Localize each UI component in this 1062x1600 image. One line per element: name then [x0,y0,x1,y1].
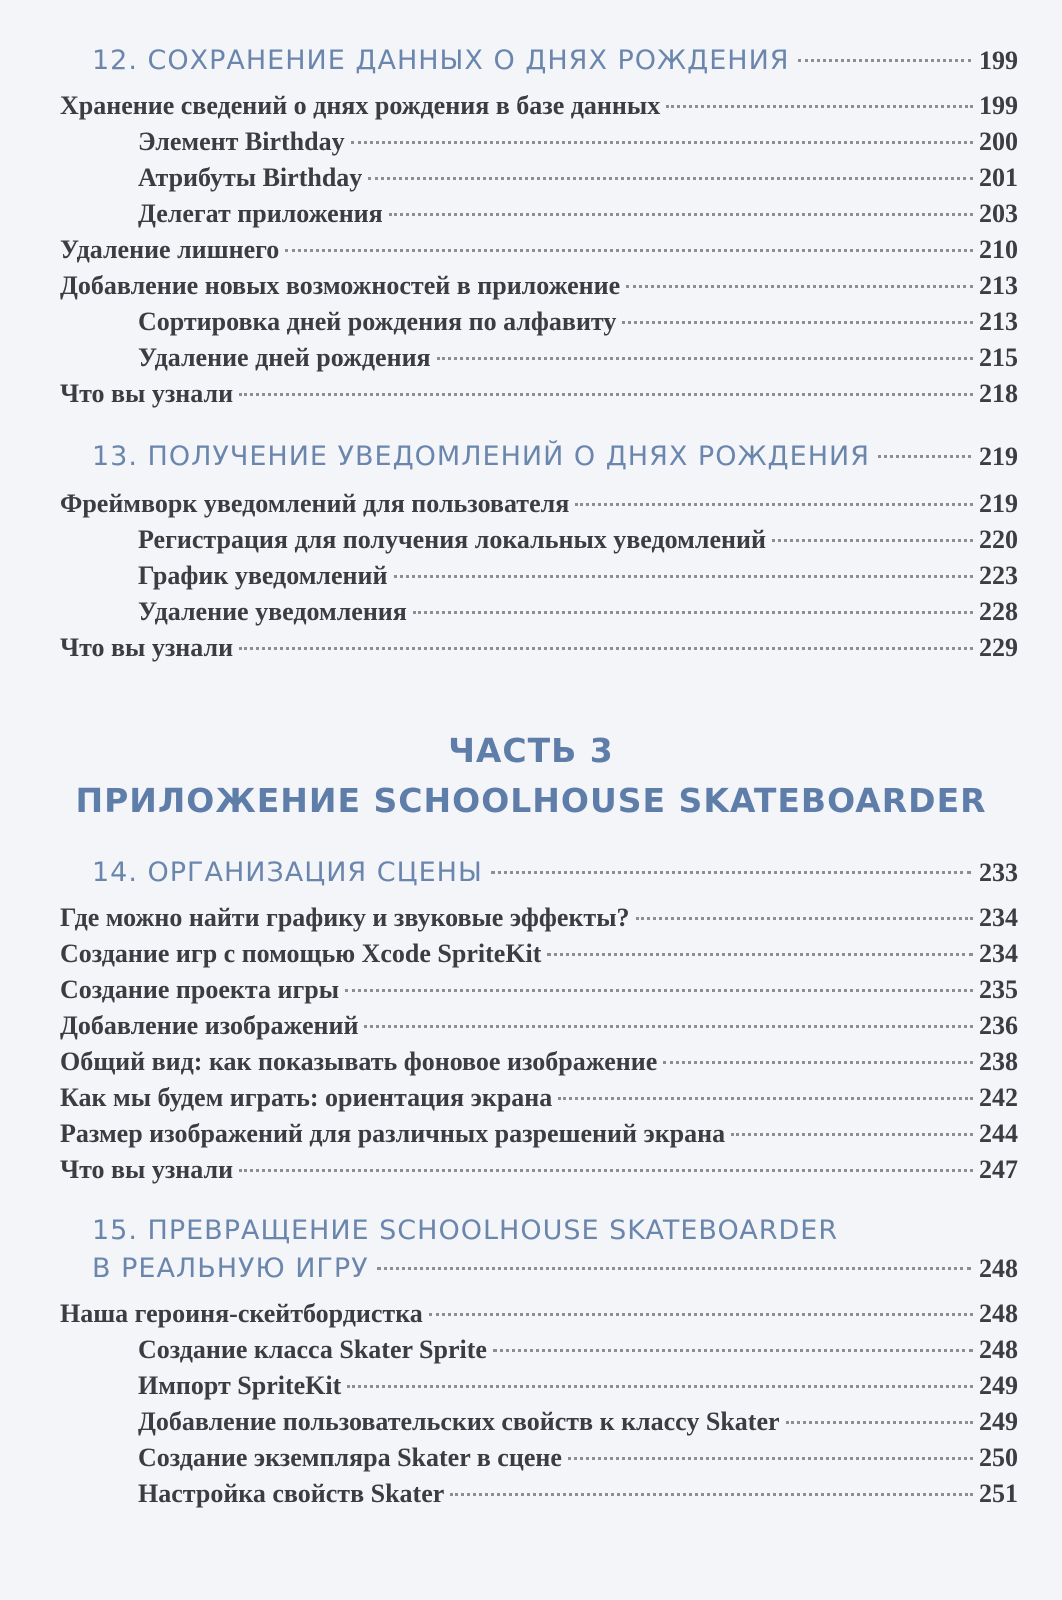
toc-subentry [138,524,1018,556]
entry-label: Добавление пользовательских свойств к классу Skater [138,1407,780,1436]
page-number: 210 [979,235,1018,264]
leader-dots [239,1169,973,1172]
page-number: 248 [979,1299,1018,1328]
page-number: 238 [979,1047,1018,1076]
leader-dots [786,1421,973,1424]
page-number: 234 [979,939,1018,968]
entry-label: Что вы узнали [60,633,234,662]
toc-entry [60,1046,1018,1078]
toc-entry [60,902,1018,934]
page-number: 219 [979,442,1018,471]
page-number: 244 [979,1119,1018,1148]
leader-dots [558,1097,973,1100]
page-number: 228 [979,597,1018,626]
page-number: 251 [979,1479,1018,1508]
entry-label: Общий вид: как показывать фоновое изображение [60,1047,658,1076]
leader-dots [798,59,971,62]
chapter-15-title-line1: 15. ПРЕВРАЩЕНИЕ SCHOOLHOUSE SKATEBOARDER [92,1215,839,1246]
entry-label: Делегат приложения [138,199,383,228]
page-number: 249 [979,1371,1018,1400]
leader-dots [377,1267,971,1270]
entry-label: Атрибуты Birthday [138,163,363,192]
toc-subentry [138,162,1018,194]
toc-entry [60,270,1018,302]
entry-label: Как мы будем играть: ориентация экрана [60,1083,553,1112]
page-number: 249 [979,1407,1018,1436]
leader-dots [394,575,974,578]
page-number: 220 [979,525,1018,554]
entry-label: Создание класса Skater Sprite [138,1335,487,1364]
page-number: 215 [979,343,1018,372]
entry-label: Настройка свойств Skater [138,1479,445,1508]
leader-dots [239,393,973,396]
toc-entry [60,1082,1018,1114]
leader-dots [878,455,971,458]
page-number: 203 [979,199,1018,228]
chapter-14-heading [92,856,1018,890]
chapter-12-heading [92,44,1018,78]
page-number: 223 [979,561,1018,590]
entry-label: Удаление дней рождения [138,343,431,372]
page-number: 242 [979,1083,1018,1112]
leader-dots [413,611,973,614]
entry-label: Элемент Birthday [138,127,345,156]
chapter-title: 12. СОХРАНЕНИЕ ДАННЫХ О ДНЯХ РОЖДЕНИЯ [92,45,790,76]
page-number: 247 [979,1155,1018,1184]
page-number: 233 [979,858,1018,887]
leader-dots [666,105,973,108]
leader-dots [364,1025,973,1028]
entry-label: Регистрация для получения локальных уведомлений [138,525,766,554]
entry-label: Создание экземпляра Skater в сцене [138,1443,562,1472]
page-number: 199 [979,46,1018,75]
leader-dots [450,1493,973,1496]
leader-dots [347,1385,973,1388]
page-number: 218 [979,379,1018,408]
toc-entry [60,1298,1018,1330]
toc-entry [60,488,1018,520]
leader-dots [285,249,973,252]
entry-label: График уведомлений [138,561,388,590]
entry-label: Фреймворк уведомлений для пользователя [60,489,570,518]
leader-dots [429,1313,973,1316]
leader-dots [575,503,973,506]
page-number: 213 [979,271,1018,300]
toc-subentry [138,560,1018,592]
chapter-title: 14. ОРГАНИЗАЦИЯ СЦЕНЫ [92,857,483,888]
leader-dots [626,285,973,288]
toc-entry [60,1154,1018,1186]
page-number: 250 [979,1443,1018,1472]
toc-entry [60,378,1018,410]
entry-label: Добавление изображений [60,1011,359,1040]
part-number: ЧАСТЬ 3 [448,731,614,770]
leader-dots [368,177,973,180]
toc-subentry [138,126,1018,158]
leader-dots [568,1457,973,1460]
toc-entry [60,974,1018,1006]
leader-dots [351,141,973,144]
toc-subentry [138,1478,1018,1510]
toc-entry [60,234,1018,266]
page-number: 199 [979,91,1018,120]
toc-subentry [138,306,1018,338]
page-number: 201 [979,163,1018,192]
leader-dots [622,321,973,324]
chapter-title: 13. ПОЛУЧЕНИЕ УВЕДОМЛЕНИЙ О ДНЯХ РОЖДЕНИЯ [92,441,870,472]
page-number: 234 [979,903,1018,932]
entry-label: Где можно найти графику и звуковые эффекты? [60,903,630,932]
leader-dots [491,871,971,874]
entry-label: Хранение сведений о днях рождения в базе данных [60,91,661,120]
entry-label: Создание проекта игры [60,975,340,1004]
page-number: 200 [979,127,1018,156]
toc-subentry [138,1334,1018,1366]
leader-dots [437,357,973,360]
page-number: 229 [979,633,1018,662]
page-number: 219 [979,489,1018,518]
toc-entry [60,1118,1018,1150]
part-title: ПРИЛОЖЕНИЕ SCHOOLHOUSE SKATEBOARDER [75,781,987,820]
toc-entry [60,938,1018,970]
leader-dots [731,1133,973,1136]
chapter-13-heading [92,440,1018,474]
page-number: 248 [979,1254,1018,1283]
entry-label: Создание игр с помощью Xcode SpriteKit [60,939,542,968]
entry-label: Что вы узнали [60,379,234,408]
leader-dots [493,1349,973,1352]
entry-label: Наша героиня-скейтбордистка [60,1299,423,1328]
chapter-title: В РЕАЛЬНУЮ ИГРУ [92,1253,369,1284]
leader-dots [239,647,973,650]
toc-subentry [138,198,1018,230]
entry-label: Импорт SpriteKit [138,1371,342,1400]
toc-entry [60,90,1018,122]
toc-entry [60,632,1018,664]
leader-dots [547,953,973,956]
toc-subentry [138,1370,1018,1402]
page-number: 248 [979,1335,1018,1364]
leader-dots [345,989,973,992]
toc-subentry [138,1442,1018,1474]
chapter-15-heading [92,1252,1018,1286]
entry-label: Удаление уведомления [138,597,407,626]
toc-subentry [138,596,1018,628]
leader-dots [636,917,974,920]
leader-dots [772,539,973,542]
entry-label: Сортировка дней рождения по алфавиту [138,307,617,336]
leader-dots [389,213,973,216]
toc-subentry [138,342,1018,374]
page-number: 236 [979,1011,1018,1040]
entry-label: Добавление новых возможностей в приложение [60,271,621,300]
entry-label: Удаление лишнего [60,235,280,264]
toc-subentry [138,1406,1018,1438]
page-number: 235 [979,975,1018,1004]
entry-label: Что вы узнали [60,1155,234,1184]
toc-entry [60,1010,1018,1042]
leader-dots [663,1061,973,1064]
entry-label: Размер изображений для различных разрешений экрана [60,1119,726,1148]
page-number: 213 [979,307,1018,336]
